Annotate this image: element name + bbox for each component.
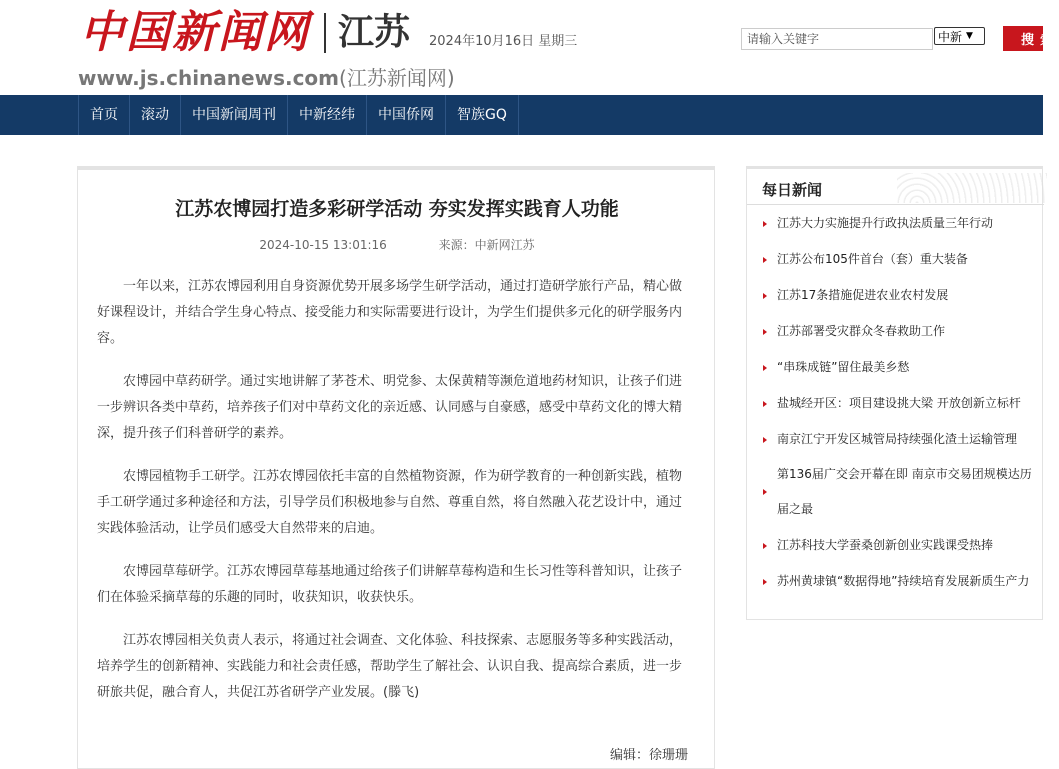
- nav-item-newsweek[interactable]: 中国新闻周刊: [180, 95, 287, 135]
- article-paragraph: 农博园中草药研学。通过实地讲解了茅苍术、明党参、太保黄精等濒危道地药材知识，让孩子们进一步辨识各类中草药，培养孩子们对中草药文化的亲近感、认同感与自豪感，感受中草药文化的博大精深，提升孩子们科普研学的素养。: [97, 374, 683, 441]
- site-name: (江苏新闻网): [339, 66, 455, 90]
- article-container: [77, 166, 715, 769]
- news-link[interactable]: 江苏17条措施促进农业农村发展: [777, 288, 949, 302]
- article-paragraph: 江苏农博园相关负责人表示，将通过社会调查、文化体验、科技探索、志愿服务等多种实践活动，培养学生的创新精神、实践能力和社会责任感，帮助学生了解社会、认识自我、提高综合素质，进一步研旅共促，融合育人，共促江苏省研学产业发展。(滕飞): [97, 633, 683, 700]
- news-list-item[interactable]: [747, 277, 1044, 313]
- bullet-icon: [763, 221, 767, 227]
- article-editor: 编辑：徐珊珊: [609, 748, 688, 763]
- news-list-item[interactable]: [747, 205, 1044, 241]
- news-list-item[interactable]: [747, 527, 1044, 563]
- nav-item-jingwei[interactable]: 中新经纬: [287, 95, 366, 135]
- bullet-icon: [763, 329, 767, 335]
- article-datetime: 2024-10-15 13:01:16: [259, 238, 387, 252]
- logo-region[interactable]: 江苏: [338, 12, 411, 53]
- daily-news-title: 每日新闻: [762, 181, 823, 199]
- news-link[interactable]: 南京江宁开发区城管局持续强化渣土运输管理: [777, 432, 1018, 446]
- news-list-item[interactable]: [747, 421, 1044, 457]
- news-link[interactable]: 江苏部署受灾群众冬春救助工作: [777, 324, 946, 338]
- news-list-item[interactable]: [747, 241, 1044, 277]
- news-link[interactable]: 第136届广交会开幕在即 南京市交易团规模达历届之最: [777, 467, 1032, 516]
- news-link[interactable]: 苏州黄埭镇“数据得地”持续培育发展新质生产力: [777, 574, 1030, 588]
- bullet-icon: [763, 293, 767, 299]
- article-meta: [78, 236, 716, 253]
- news-link[interactable]: 江苏大力实施提升行政执法质量三年行动: [777, 216, 994, 230]
- site-logo[interactable]: [80, 8, 410, 58]
- nav-item-scroll[interactable]: 滚动: [129, 95, 180, 135]
- news-list-item[interactable]: [747, 313, 1044, 349]
- bullet-icon: [763, 257, 767, 263]
- site-url-text[interactable]: www.js.chinanews.com: [78, 66, 340, 90]
- site-url[interactable]: [78, 62, 455, 91]
- article-paragraph: 一年以来，江苏农博园利用自身资源优势开展多场学生研学活动，通过打造研学旅行产品，精心做好课程设计，并结合学生身心特点、接受能力和实际需要进行设计，为学生们提供多元化的研学服务内容。: [97, 279, 683, 346]
- bullet-icon: [763, 489, 767, 495]
- news-link[interactable]: 江苏科技大学蚕桑创新创业实践课受热捧: [777, 538, 994, 552]
- news-list-item[interactable]: [747, 349, 1044, 385]
- article-paragraph: 农博园草莓研学。江苏农博园草莓基地通过给孩子们讲解草莓构造和生长习性等科普知识，让孩子们在体验采摘草莓的乐趣的同时，收获知识，收获快乐。: [97, 564, 683, 605]
- daily-news-panel: [746, 166, 1043, 620]
- news-list-item[interactable]: [747, 457, 1044, 527]
- daily-news-list: [747, 205, 1044, 599]
- article-body: [97, 274, 693, 723]
- site-header: [0, 0, 1059, 95]
- news-link[interactable]: 江苏公布105件首台（套）重大装备: [777, 252, 968, 266]
- search-scope-value: 中新: [938, 29, 963, 44]
- search-button[interactable]: 搜索: [1003, 26, 1043, 51]
- nav-item-qiaowang[interactable]: 中国侨网: [366, 95, 445, 135]
- header-date: 2024年10月16日 星期三: [429, 34, 578, 49]
- news-list-item[interactable]: [747, 563, 1044, 599]
- main-nav: [0, 95, 1043, 135]
- logo-divider: [324, 13, 326, 53]
- chevron-down-icon: ▼: [966, 31, 973, 41]
- news-link[interactable]: “串珠成链”留住最美乡愁: [777, 360, 910, 374]
- news-link[interactable]: 盐城经开区：项目建设挑大梁 开放创新立标杆: [777, 396, 1021, 410]
- search-scope-select[interactable]: [934, 27, 985, 45]
- bullet-icon: [763, 437, 767, 443]
- bullet-icon: [763, 401, 767, 407]
- header-pattern-decoration: [897, 173, 1047, 203]
- bullet-icon: [763, 579, 767, 585]
- logo-chinanews[interactable]: 中国新闻网: [80, 7, 310, 58]
- article-paragraph: 农博园植物手工研学。江苏农博园依托丰富的自然植物资源，作为研学教育的一种创新实践，植物手工研学通过多种途径和方法，引导学员们积极地参与自然、尊重自然，将自然融入花艺设计中，通过实践体验活动，让学员们感受大自然带来的启迪。: [97, 469, 683, 536]
- nav-item-home[interactable]: 首页: [78, 95, 129, 135]
- bullet-icon: [763, 543, 767, 549]
- search-input[interactable]: [741, 28, 933, 50]
- daily-news-header: [747, 169, 1044, 205]
- nav-item-gq[interactable]: 智族GQ: [445, 95, 519, 135]
- news-list-item[interactable]: [747, 385, 1044, 421]
- article-title: 江苏农博园打造多彩研学活动 夯实发挥实践育人功能: [175, 198, 619, 220]
- bullet-icon: [763, 365, 767, 371]
- article-source[interactable]: 来源：中新网江苏: [438, 238, 535, 252]
